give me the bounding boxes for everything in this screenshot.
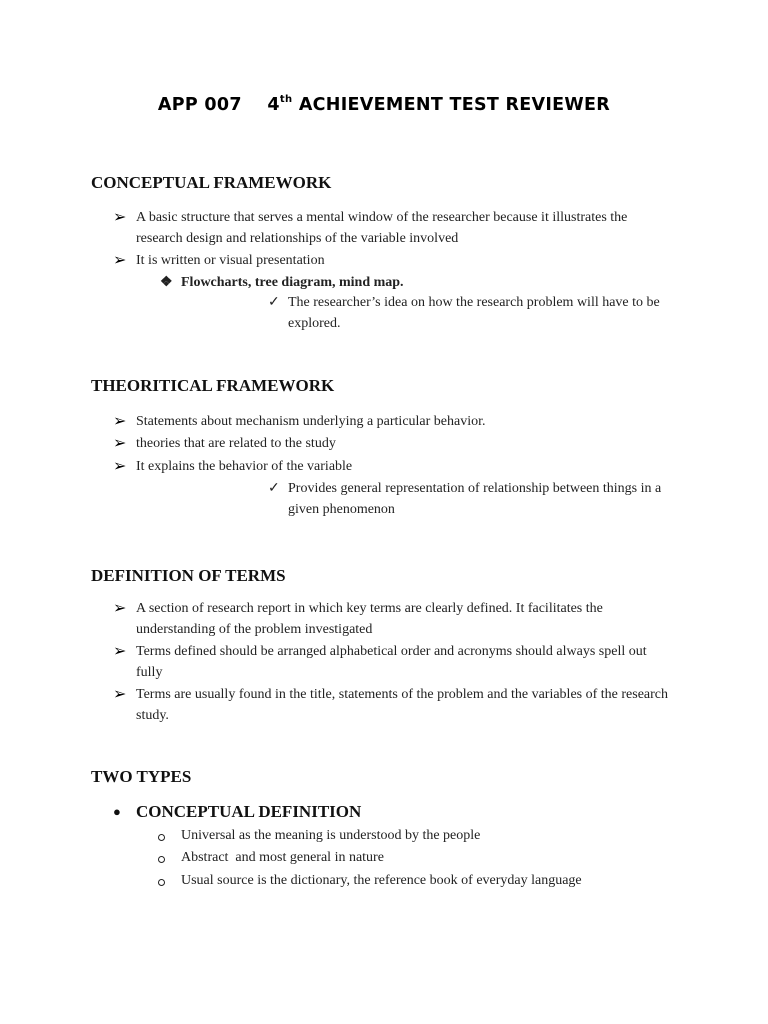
arrow-bullet-icon: ➢ bbox=[113, 600, 127, 617]
title-prefix: APP 007 bbox=[157, 95, 242, 115]
title-rest: ACHIEVEMENT TEST REVIEWER bbox=[298, 95, 611, 115]
list-item bbox=[113, 801, 613, 822]
list-item bbox=[113, 598, 673, 640]
sub-list-item-text: Flowcharts, tree diagram, mind map. bbox=[181, 275, 404, 290]
list-item-text: It is written or visual presentation bbox=[136, 253, 325, 268]
dot-bullet-icon: ● bbox=[113, 804, 121, 819]
heading-theoretical-framework: THEORITICAL FRAMEWORK bbox=[91, 376, 335, 395]
arrow-bullet-icon: ➢ bbox=[113, 413, 127, 430]
list-item bbox=[113, 433, 673, 454]
list-item-text: CONCEPTUAL DEFINITION bbox=[136, 802, 362, 821]
list-item-text: A basic structure that serves a mental window of the researcher because it illustrates the research design and relationships of the variable involved bbox=[136, 210, 628, 246]
check-item-text: Provides general representation of relationship between things in a given phenomenon bbox=[288, 481, 662, 517]
arrow-bullet-icon: ➢ bbox=[113, 435, 127, 452]
sub-list-item bbox=[158, 870, 678, 891]
list-item bbox=[113, 411, 673, 432]
list-item bbox=[113, 641, 673, 683]
sub-list-item bbox=[158, 847, 658, 868]
list-item bbox=[113, 250, 673, 271]
check-item bbox=[268, 292, 676, 334]
diamond-bullet-icon: ❖ bbox=[160, 275, 173, 290]
sub-list-item-text: Abstract and most general in nature bbox=[181, 850, 384, 865]
sub-list-item bbox=[160, 272, 560, 293]
hollow-circle-bullet-icon bbox=[158, 856, 165, 863]
hollow-circle-bullet-icon bbox=[158, 834, 165, 841]
sub-list-item bbox=[158, 825, 658, 846]
list-item bbox=[113, 456, 673, 477]
check-item bbox=[268, 478, 676, 520]
heading-two-types: TWO TYPES bbox=[91, 767, 192, 786]
arrow-bullet-icon: ➢ bbox=[113, 686, 127, 703]
list-item-text: Terms defined should be arranged alphabetical order and acronyms should always spell out fully bbox=[136, 644, 647, 680]
sub-list-item-text: Universal as the meaning is understood by the people bbox=[181, 828, 481, 843]
arrow-bullet-icon: ➢ bbox=[113, 643, 127, 660]
list-item bbox=[113, 684, 673, 726]
list-item-text: theories that are related to the study bbox=[136, 436, 336, 451]
heading-definition-of-terms: DEFINITION OF TERMS bbox=[91, 566, 286, 585]
sub-list-item-text: Usual source is the dictionary, the reference book of everyday language bbox=[181, 873, 582, 888]
arrow-bullet-icon: ➢ bbox=[113, 252, 127, 269]
list-item-text: It explains the behavior of the variable bbox=[136, 459, 353, 474]
arrow-bullet-icon: ➢ bbox=[113, 209, 127, 226]
title-superscript: th bbox=[279, 94, 293, 105]
list-item-text: Statements about mechanism underlying a particular behavior. bbox=[136, 414, 486, 429]
list-item-text: Terms are usually found in the title, statements of the problem and the variables of the research study. bbox=[136, 687, 669, 723]
list-item-text: A section of research report in which key terms are clearly defined. It facilitates the understanding of the problem investigated bbox=[136, 601, 603, 637]
hollow-circle-bullet-icon bbox=[158, 879, 165, 886]
list-item bbox=[113, 207, 673, 249]
checkmark-icon: ✓ bbox=[268, 481, 280, 496]
arrow-bullet-icon: ➢ bbox=[113, 458, 127, 475]
checkmark-icon: ✓ bbox=[268, 295, 280, 310]
heading-conceptual-framework: CONCEPTUAL FRAMEWORK bbox=[91, 173, 332, 192]
page-title bbox=[0, 94, 768, 115]
title-number: 4 bbox=[267, 95, 280, 115]
check-item-text: The researcher’s idea on how the research problem will have to be explored. bbox=[288, 295, 660, 331]
